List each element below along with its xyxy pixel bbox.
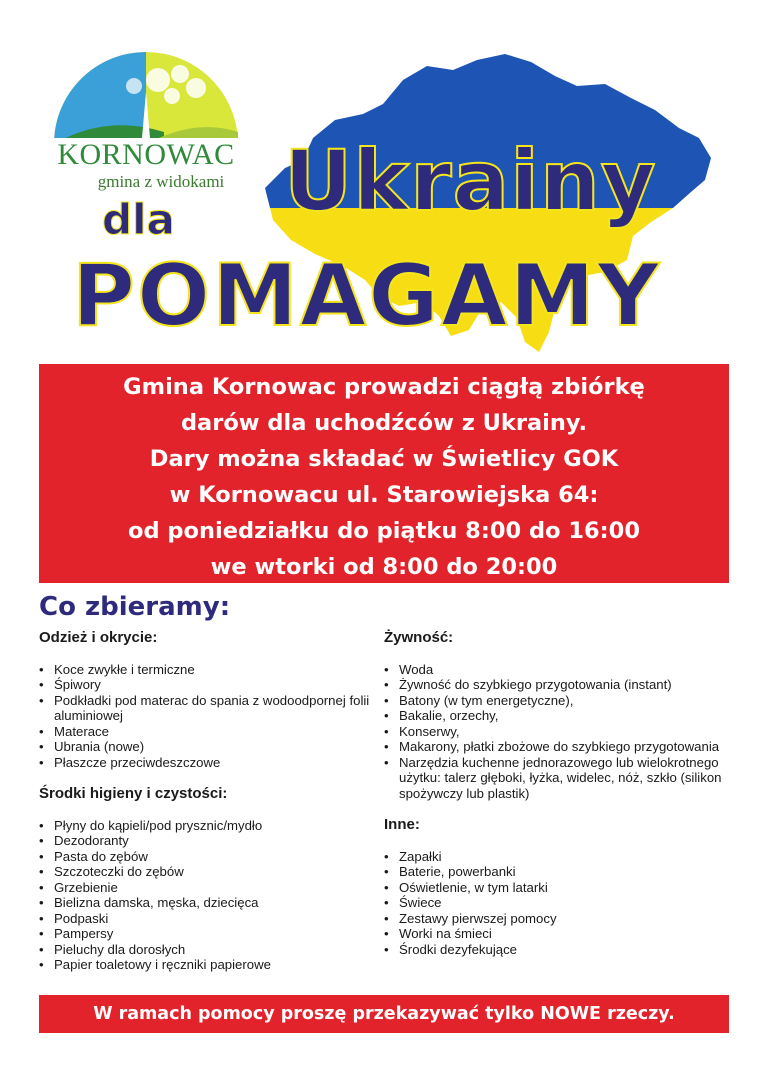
list-item: • Podkładki pod materac do spania z wodoodpornej folii aluminiowej [39,693,379,724]
announcement-line: Gmina Kornowac prowadzi ciągłą zbiórkę [123,374,645,400]
category-heading: Odzież i okrycie: [39,629,158,646]
list-item: • Bakalie, orzechy, [384,708,724,724]
category-heading: Inne: [384,816,420,833]
right-column [384,630,724,973]
announcement-box [39,364,729,583]
list-item: • Pampersy [39,926,379,942]
announcement-line: od poniedziałku do piątku 8:00 do 16:00 [128,518,640,544]
list-item: • Podpaski [39,911,379,927]
footer-note: W ramach pomocy proszę przekazywać tylko NOWE rzeczy. [39,995,729,1033]
logo-emblem-icon [46,52,246,140]
list-item: • Makarony, płatki zbożowe do szybkiego przygotowania [384,739,724,755]
logo-tagline: gmina z widokami [97,172,225,191]
headline-pomagamy: POMAGAMY [72,246,662,346]
left-column [39,630,379,989]
list-item: • Zapałki [384,849,724,865]
list-item: • Materace [39,724,379,740]
kornowac-logo [46,52,246,192]
list-item: • Płyny do kąpieli/pod prysznic/mydło [39,818,379,834]
list-item: • Ubrania (nowe) [39,739,379,755]
list-item: • Papier toaletowy i ręczniki papierowe [39,957,379,973]
section-title: Co zbieramy: [39,592,231,622]
list-item: • Płaszcze przeciwdeszczowe [39,755,379,771]
list-item: • Bielizna damska, męska, dziecięca [39,895,379,911]
headline-ukrainy: Ukrainy [284,132,657,230]
item-list [39,662,379,771]
announcement-line: w Kornowacu ul. Starowiejska 64: [169,482,599,508]
list-item: • Worki na śmieci [384,926,724,942]
list-item: • Grzebienie [39,880,379,896]
list-item: • Pieluchy dla dorosłych [39,942,379,958]
list-item: • Konserwy, [384,724,724,740]
list-item: • Pasta do zębów [39,849,379,865]
announcement-line: darów dla uchodźców z Ukrainy. [180,410,588,436]
item-list [39,818,379,973]
item-list [384,662,724,802]
list-item: • Zestawy pierwszej pomocy [384,911,724,927]
announcement-line: Dary można składać w Świetlicy GOK [149,446,619,472]
list-item: • Baterie, powerbanki [384,864,724,880]
headline-dla: dla [102,195,175,244]
list-item: • Środki dezyfekujące [384,942,724,958]
category-heading: Środki higieny i czystości: [39,785,228,802]
announcement-line: we wtorki od 8:00 do 20:00 [210,554,558,580]
list-item: • Koce zwykłe i termiczne [39,662,379,678]
list-item: • Narzędzia kuchenne jednorazowego lub wielokrotnego użytku: talerz głęboki, łyżka, widelec, nóż, szkło (silikon spożywczy lub plastik) [384,755,724,802]
list-item: • Dezodoranty [39,833,379,849]
category-heading: Żywność: [384,629,454,646]
list-item: • Woda [384,662,724,678]
list-item: • Świece [384,895,724,911]
list-item: • Żywność do szybkiego przygotowania (instant) [384,677,724,693]
list-item: • Batony (w tym energetyczne), [384,693,724,709]
list-item: • Oświetlenie, w tym latarki [384,880,724,896]
list-item: • Śpiwory [39,677,379,693]
list-item: • Szczoteczki do zębów [39,864,379,880]
logo-name: KORNOWAC [57,138,235,171]
item-list [384,849,724,958]
